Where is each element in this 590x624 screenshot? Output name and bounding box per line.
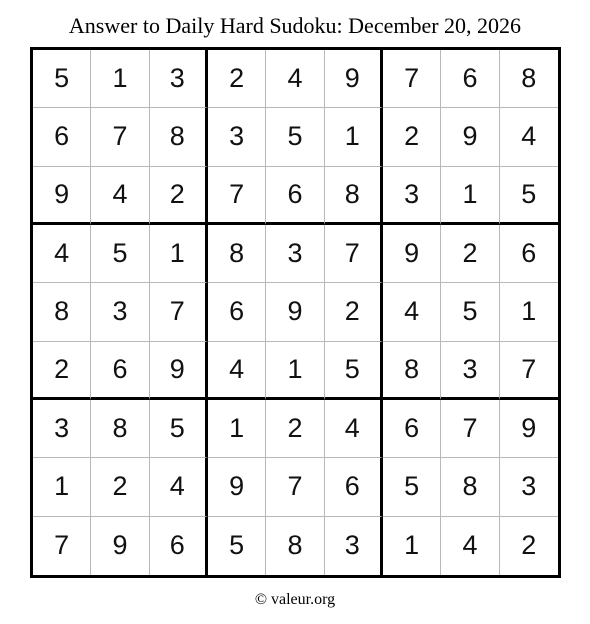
- sudoku-cell-r2-c2[interactable]: 7: [91, 108, 149, 166]
- sudoku-cell-r7-c1[interactable]: 3: [33, 400, 91, 458]
- sudoku-cell-r4-c5[interactable]: 3: [266, 225, 324, 283]
- sudoku-cell-r6-c9[interactable]: 7: [500, 342, 558, 400]
- sudoku-cell-r5-c4[interactable]: 6: [208, 283, 266, 341]
- sudoku-cell-r8-c1[interactable]: 1: [33, 458, 91, 516]
- sudoku-cell-r8-c3[interactable]: 4: [150, 458, 208, 516]
- sudoku-cell-r8-c4[interactable]: 9: [208, 458, 266, 516]
- sudoku-cell-r7-c6[interactable]: 4: [325, 400, 383, 458]
- sudoku-cell-r3-c2[interactable]: 4: [91, 167, 149, 225]
- sudoku-board: [30, 47, 561, 578]
- sudoku-cell-r4-c1[interactable]: 4: [33, 225, 91, 283]
- sudoku-cell-r7-c4[interactable]: 1: [208, 400, 266, 458]
- sudoku-cell-r2-c7[interactable]: 2: [383, 108, 441, 166]
- sudoku-cell-r5-c9[interactable]: 1: [500, 283, 558, 341]
- sudoku-cell-r6-c7[interactable]: 8: [383, 342, 441, 400]
- sudoku-cell-r9-c3[interactable]: 6: [150, 517, 208, 575]
- sudoku-cell-r1-c3[interactable]: 3: [150, 50, 208, 108]
- sudoku-cell-r8-c5[interactable]: 7: [266, 458, 324, 516]
- sudoku-cell-r3-c9[interactable]: 5: [500, 167, 558, 225]
- sudoku-cell-r4-c8[interactable]: 2: [441, 225, 499, 283]
- sudoku-cell-r7-c9[interactable]: 9: [500, 400, 558, 458]
- sudoku-cell-r3-c4[interactable]: 7: [208, 167, 266, 225]
- sudoku-cell-r1-c1[interactable]: 5: [33, 50, 91, 108]
- sudoku-cell-r8-c6[interactable]: 6: [325, 458, 383, 516]
- sudoku-cell-r1-c2[interactable]: 1: [91, 50, 149, 108]
- sudoku-cell-r4-c7[interactable]: 9: [383, 225, 441, 283]
- sudoku-cell-r6-c2[interactable]: 6: [91, 342, 149, 400]
- sudoku-grid: [33, 50, 558, 575]
- sudoku-cell-r8-c9[interactable]: 3: [500, 458, 558, 516]
- sudoku-cell-r3-c6[interactable]: 8: [325, 167, 383, 225]
- sudoku-cell-r4-c3[interactable]: 1: [150, 225, 208, 283]
- sudoku-cell-r9-c6[interactable]: 3: [325, 517, 383, 575]
- sudoku-cell-r2-c9[interactable]: 4: [500, 108, 558, 166]
- sudoku-cell-r7-c7[interactable]: 6: [383, 400, 441, 458]
- sudoku-cell-r8-c7[interactable]: 5: [383, 458, 441, 516]
- sudoku-cell-r2-c1[interactable]: 6: [33, 108, 91, 166]
- sudoku-cell-r7-c2[interactable]: 8: [91, 400, 149, 458]
- sudoku-cell-r6-c1[interactable]: 2: [33, 342, 91, 400]
- sudoku-cell-r5-c5[interactable]: 9: [266, 283, 324, 341]
- sudoku-cell-r8-c2[interactable]: 2: [91, 458, 149, 516]
- sudoku-cell-r6-c4[interactable]: 4: [208, 342, 266, 400]
- sudoku-cell-r8-c8[interactable]: 8: [441, 458, 499, 516]
- sudoku-cell-r1-c8[interactable]: 6: [441, 50, 499, 108]
- sudoku-cell-r1-c9[interactable]: 8: [500, 50, 558, 108]
- sudoku-cell-r5-c3[interactable]: 7: [150, 283, 208, 341]
- sudoku-cell-r2-c6[interactable]: 1: [325, 108, 383, 166]
- sudoku-cell-r5-c2[interactable]: 3: [91, 283, 149, 341]
- sudoku-cell-r6-c8[interactable]: 3: [441, 342, 499, 400]
- sudoku-cell-r1-c5[interactable]: 4: [266, 50, 324, 108]
- sudoku-cell-r9-c1[interactable]: 7: [33, 517, 91, 575]
- sudoku-cell-r6-c5[interactable]: 1: [266, 342, 324, 400]
- sudoku-cell-r2-c5[interactable]: 5: [266, 108, 324, 166]
- sudoku-cell-r4-c2[interactable]: 5: [91, 225, 149, 283]
- copyright-footer: © valeur.org: [254, 591, 336, 608]
- sudoku-cell-r4-c9[interactable]: 6: [500, 225, 558, 283]
- sudoku-cell-r5-c6[interactable]: 2: [325, 283, 383, 341]
- sudoku-cell-r3-c5[interactable]: 6: [266, 167, 324, 225]
- sudoku-cell-r2-c8[interactable]: 9: [441, 108, 499, 166]
- sudoku-cell-r6-c6[interactable]: 5: [325, 342, 383, 400]
- sudoku-cell-r9-c9[interactable]: 2: [500, 517, 558, 575]
- sudoku-cell-r2-c4[interactable]: 3: [208, 108, 266, 166]
- sudoku-cell-r1-c6[interactable]: 9: [325, 50, 383, 108]
- sudoku-cell-r2-c3[interactable]: 8: [150, 108, 208, 166]
- sudoku-cell-r1-c4[interactable]: 2: [208, 50, 266, 108]
- sudoku-cell-r4-c4[interactable]: 8: [208, 225, 266, 283]
- sudoku-cell-r5-c8[interactable]: 5: [441, 283, 499, 341]
- sudoku-cell-r7-c5[interactable]: 2: [266, 400, 324, 458]
- sudoku-cell-r9-c8[interactable]: 4: [441, 517, 499, 575]
- sudoku-cell-r1-c7[interactable]: 7: [383, 50, 441, 108]
- sudoku-cell-r4-c6[interactable]: 7: [325, 225, 383, 283]
- sudoku-cell-r3-c8[interactable]: 1: [441, 167, 499, 225]
- sudoku-cell-r6-c3[interactable]: 9: [150, 342, 208, 400]
- sudoku-cell-r7-c8[interactable]: 7: [441, 400, 499, 458]
- sudoku-cell-r9-c4[interactable]: 5: [208, 517, 266, 575]
- sudoku-cell-r9-c7[interactable]: 1: [383, 517, 441, 575]
- sudoku-cell-r3-c7[interactable]: 3: [383, 167, 441, 225]
- page-title: Answer to Daily Hard Sudoku: December 20, 2026: [68, 13, 522, 38]
- sudoku-cell-r7-c3[interactable]: 5: [150, 400, 208, 458]
- sudoku-cell-r5-c1[interactable]: 8: [33, 283, 91, 341]
- sudoku-cell-r3-c3[interactable]: 2: [150, 167, 208, 225]
- sudoku-cell-r5-c7[interactable]: 4: [383, 283, 441, 341]
- sudoku-cell-r3-c1[interactable]: 9: [33, 167, 91, 225]
- sudoku-cell-r9-c2[interactable]: 9: [91, 517, 149, 575]
- sudoku-cell-r9-c5[interactable]: 8: [266, 517, 324, 575]
